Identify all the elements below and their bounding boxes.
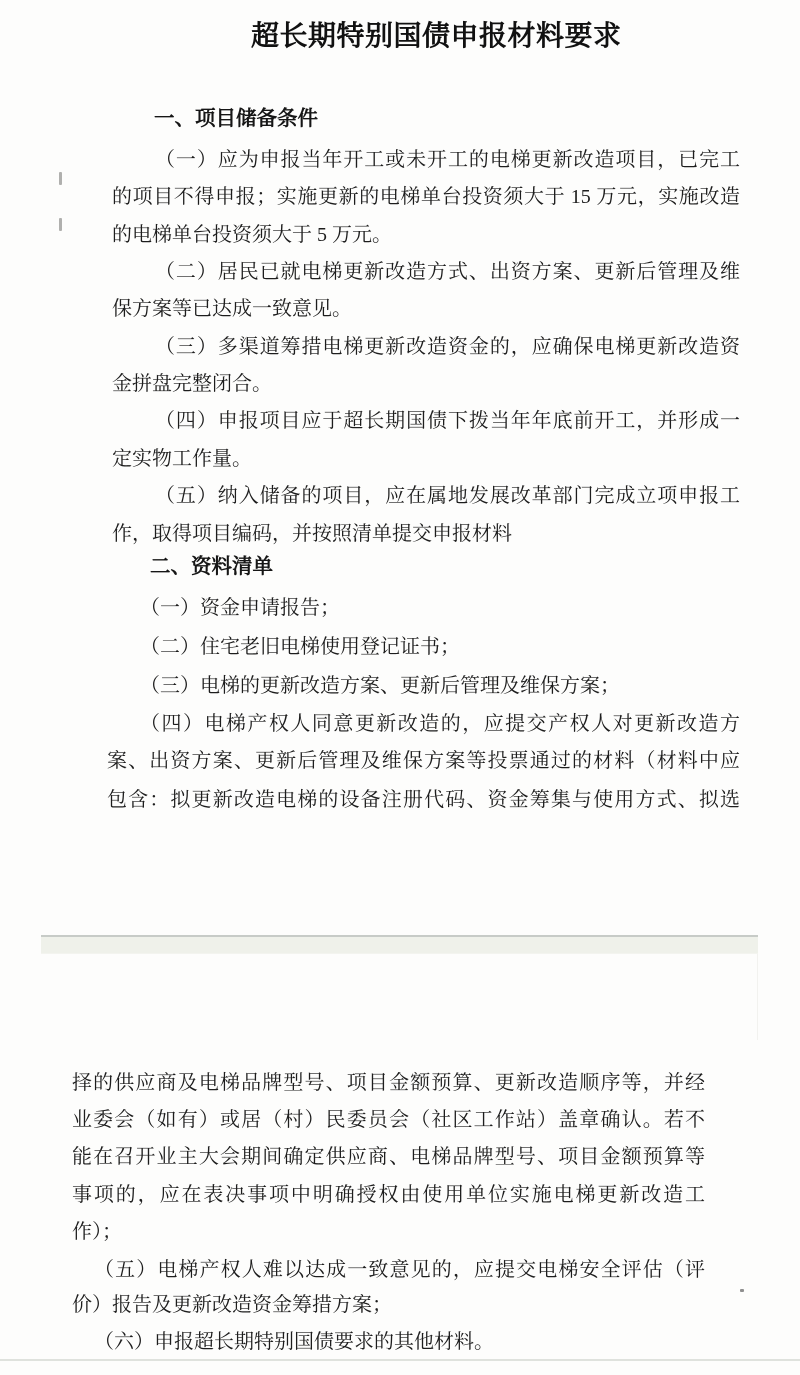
section-1-heading: 一、项目储备条件 (154, 107, 318, 130)
text-line: （五）纳入储备的项目，应在属地发展改革部门完成立项申报工 (155, 485, 740, 507)
text-line: 的项目不得申报；实施更新的电梯单台投资须大于 15 万元，实施改造 (112, 186, 740, 208)
photo-artifact (59, 218, 62, 231)
text-line: （一）应为申报当年开工或未开工的电梯更新改造项目，已完工 (155, 149, 740, 171)
text-line: 业委会（如有）或居（村）民委员会（社区工作站）盖章确认。若不 (72, 1109, 705, 1131)
text-line: （四）申报项目应于超长期国债下拨当年年底前开工，并形成一 (155, 410, 740, 432)
document-title: 超长期特别国债申报材料要求 (251, 21, 622, 52)
text-line: （二）住宅老旧电梯使用登记证书； (140, 636, 460, 658)
text-line: 事项的，应在表决事项中明确授权由使用单位实施电梯更新改造工 (72, 1184, 705, 1206)
text-line: （二）居民已就电梯更新改造方式、出资方案、更新后管理及维 (155, 261, 740, 283)
page-edge-line (0, 1359, 800, 1361)
text-line: 价）报告及更新改造资金筹措方案； (72, 1294, 392, 1316)
text-line: 定实物工作量。 (112, 448, 252, 470)
text-line: （三）多渠道筹措电梯更新改造资金的，应确保电梯更新改造资 (155, 336, 740, 358)
section-2-heading: 二、资料清单 (150, 555, 273, 578)
text-line: （四）电梯产权人同意更新改造的，应提交产权人对更新改造方 (140, 713, 740, 735)
text-line: 能在召开业主大会期间确定供应商、电梯品牌型号、项目金额预算等 (72, 1146, 705, 1168)
text-line: （一）资金申请报告； (140, 597, 340, 619)
text-line: 择的供应商及电梯品牌型号、项目金额预算、更新改造顺序等，并经 (72, 1072, 705, 1094)
photo-artifact (59, 172, 62, 185)
text-line: 保方案等已达成一致意见。 (112, 298, 352, 320)
text-line: 案、出资方案、更新后管理及维保方案等投票通过的材料（材料中应 (107, 750, 740, 772)
text-line: （五）电梯产权人难以达成一致意见的，应提交电梯安全评估（评 (94, 1259, 705, 1281)
text-line: 作）； (72, 1221, 122, 1243)
text-line: 包含：拟更新改造电梯的设备注册代码、资金筹集与使用方式、拟选 (107, 789, 740, 811)
text-line: （六）申报超长期特别国债要求的其他材料。 (94, 1331, 494, 1353)
text-line: 的电梯单台投资须大于 5 万元。 (112, 224, 392, 246)
text-line: 金拼盘完整闭合。 (112, 373, 272, 395)
page-seam-edge (757, 954, 758, 1040)
page-seam-band (41, 935, 758, 954)
text-line: 作，取得项目编码，并按照清单提交申报材料 (112, 523, 512, 545)
photo-artifact (740, 1289, 744, 1292)
text-line: （三）电梯的更新改造方案、更新后管理及维保方案； (140, 675, 620, 697)
